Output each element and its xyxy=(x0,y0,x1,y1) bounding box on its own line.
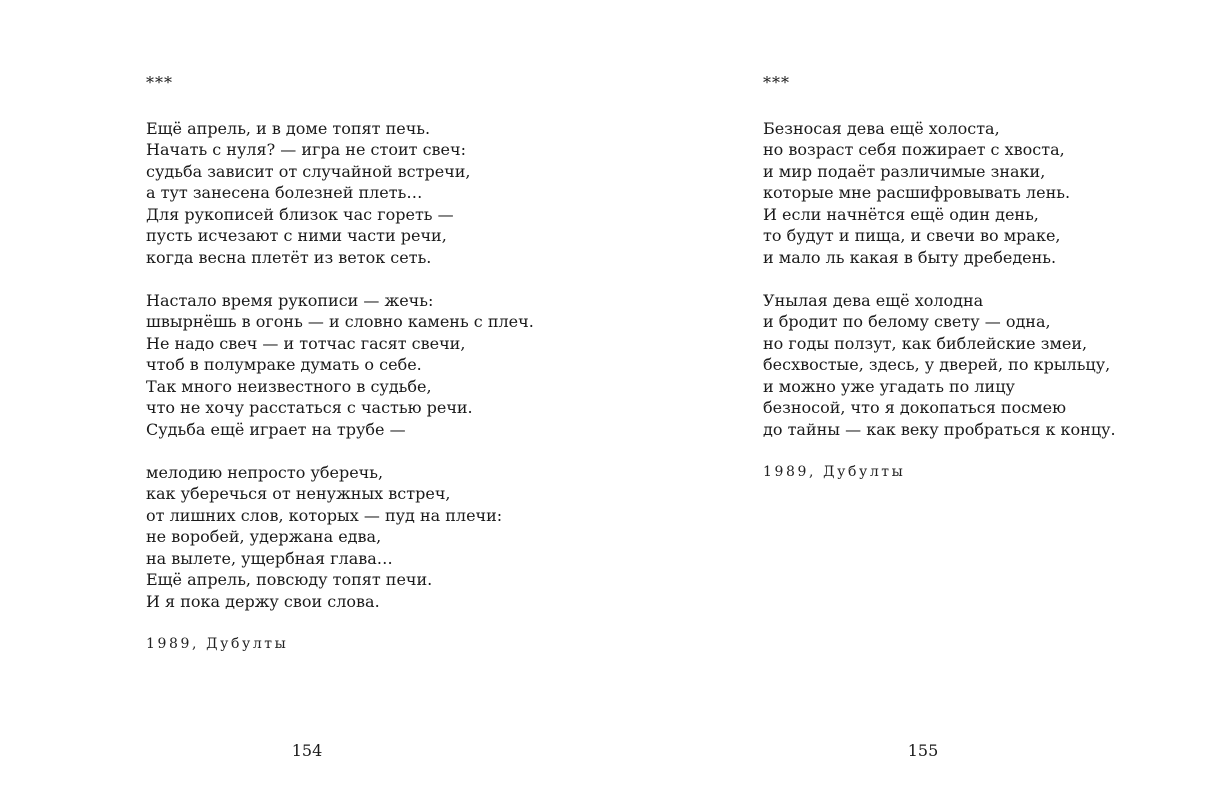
poem-line: но возраст себя пожирает с хвоста, xyxy=(763,140,1065,159)
poem-line: швырнёшь в огонь — и словно камень с плеч. xyxy=(146,312,534,331)
page-number: 155 xyxy=(907,741,939,760)
right-page xyxy=(615,0,1230,800)
poem-line: то будут и пища, и свечи во мраке, xyxy=(763,226,1061,245)
stanza-2 xyxy=(763,290,1116,441)
poem-line: от лишних слов, которых — пуд на плечи: xyxy=(146,505,503,525)
stanza-2 xyxy=(146,290,534,441)
poem-line: Настало время рукописи — жечь: xyxy=(146,290,434,310)
poem-line: И если начнётся ещё один день, xyxy=(763,204,1039,224)
section-separator: *** xyxy=(763,73,790,92)
poem-line: Не надо свеч — и тотчас гасят свечи, xyxy=(146,333,466,353)
poem-line: И я пока держу свои слова. xyxy=(146,591,380,611)
poem-signature: 1989, Дубулты xyxy=(146,635,289,652)
poem-line: Начать с нуля? — игра не стоит свеч: xyxy=(146,140,466,159)
poem-line: Унылая дева ещё холодна xyxy=(763,290,984,310)
poem-line: мелодию непросто уберечь, xyxy=(146,462,384,482)
poem-left xyxy=(146,72,534,655)
poem-line: и мало ль какая в быту дребедень. xyxy=(763,247,1057,267)
poem-line: Судьба ещё играет на трубе — xyxy=(146,419,406,439)
poem-line: и можно уже угадать по лицу xyxy=(763,376,1015,396)
poem-line: когда весна плетёт из веток сеть. xyxy=(146,247,432,267)
page-number: 154 xyxy=(291,741,323,760)
poem-line: что не хочу расстаться с частью речи. xyxy=(146,398,473,417)
poem-line: пусть исчезают с ними части речи, xyxy=(146,226,447,245)
section-separator: *** xyxy=(146,73,173,92)
poem-line: Ещё апрель, повсюду топят печи. xyxy=(146,570,433,589)
poem-right xyxy=(763,72,1116,483)
poem-line: а тут занесена болезней плеть… xyxy=(146,183,423,202)
stanza-3 xyxy=(146,462,534,613)
poem-line: безносой, что я докопаться посмею xyxy=(763,398,1067,417)
poem-line: и мир подаёт различимые знаки, xyxy=(763,161,1046,181)
stanza-1 xyxy=(763,118,1116,269)
stanza-1 xyxy=(146,118,534,269)
poem-signature: 1989, Дубулты xyxy=(763,463,906,480)
poem-line: Ещё апрель, и в доме топят печь. xyxy=(146,118,431,138)
poem-line: но годы ползут, как библейские змеи, xyxy=(763,333,1088,353)
poem-line: бесхвостые, здесь, у дверей, по крыльцу, xyxy=(763,355,1111,374)
poem-line: Безносая дева ещё холоста, xyxy=(763,118,1000,138)
poem-line: не воробей, удержана едва, xyxy=(146,527,382,546)
poem-line: Для рукописей близок час гореть — xyxy=(146,204,454,224)
poem-line: которые мне расшифровывать лень. xyxy=(763,183,1071,202)
poem-line: до тайны — как веку пробраться к концу. xyxy=(763,419,1116,439)
poem-line: на вылете, ущербная глава… xyxy=(146,548,393,568)
poem-line: Так много неизвестного в судьбе, xyxy=(146,376,432,396)
poem-line: чтоб в полумраке думать о себе. xyxy=(146,355,422,374)
poem-line: как уберечься от ненужных встреч, xyxy=(146,484,451,503)
poem-line: и бродит по белому свету — одна, xyxy=(763,312,1051,331)
poem-line: судьба зависит от случайной встречи, xyxy=(146,161,471,181)
